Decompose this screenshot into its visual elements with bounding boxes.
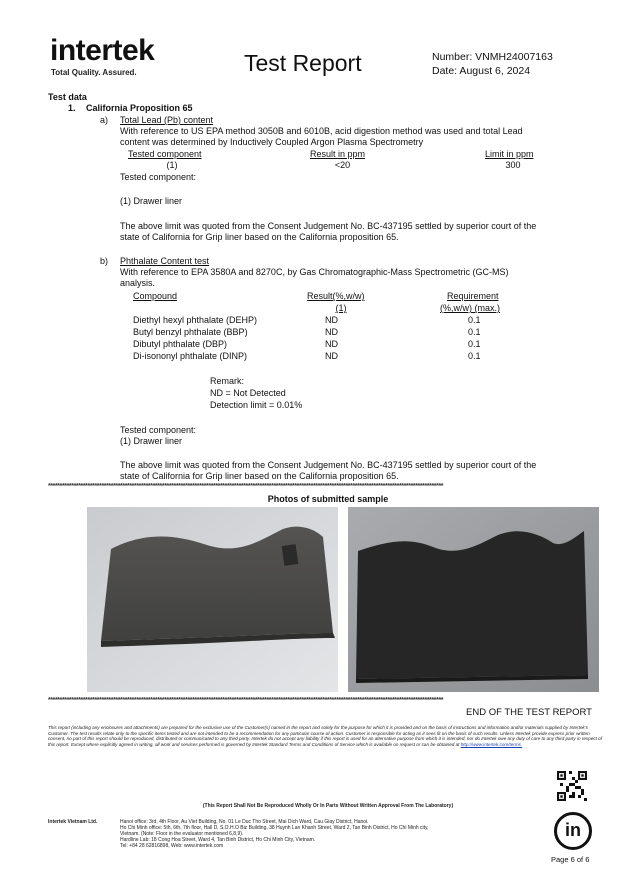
phthalate-tested-label: Tested component:	[120, 425, 197, 435]
lead-cell-limit: 300	[505, 160, 521, 170]
table-row-result: ND	[325, 351, 338, 361]
address-line-2: Ho Chi Minh office: 5th, 6th, 7th floor, Hall D, S.O.H.O Biz Building, 38 Huynh Lan Khanh Street, Ward 2, Tan Binh District, Ho Chi Minh city,	[120, 825, 429, 831]
page-number: Page 6 of 6	[551, 855, 590, 864]
star-divider-bottom: **************************************************************************************************************************************************************************	[48, 697, 444, 704]
address-line-5: Tel: +84 28 62816898, Web: www.intertek.com	[120, 843, 224, 849]
lead-cell-component: (1)	[166, 160, 178, 170]
report-number: Number: VNMH24007163	[432, 51, 553, 63]
lead-col-limit: Limit in ppm	[485, 149, 534, 159]
company-name: Intertek Vietnam Ltd.	[48, 819, 98, 825]
table-row-compound: Dibutyl phthalate (DBP)	[133, 339, 228, 349]
table-row-result: ND	[325, 327, 338, 337]
table-row-result: ND	[325, 339, 338, 349]
lead-method-line-1: With reference to US EPA method 3050B and 6010B, acid digestion method was used and total Lead	[120, 126, 523, 136]
table-row-requirement: 0.1	[468, 339, 481, 349]
phthalate-method-line-2: analysis.	[120, 278, 156, 288]
disclaimer-text: This report (including any enclosures and attachments) are prepared for the exclusive use of the Customer(s) named in the report and solely for the purpose for which it is provided and on the basis of instructions and information and/or materials supplied by Intertek's Customer. The test results relate only to the specific items tested and are not intended to be a recommendation for any particular course of action. Customer is responsible for acting as it sees fit on the basis of such results. Unless Intertek provide express prior written consent, no part of this report should be reproduced, distributed or communicated to any third party. Intertek do not accept any liability if this report is used for an alternative purpose from which it is intended, nor do Intertek owe any duty of care to any third party in respect of this report. Except where explicitly agreed in writing, all work and services performed is governed by Intertek Standard Terms and Conditions of Service which is available on request or can be obtained at http://www.intertek.com/terms.	[48, 725, 603, 747]
table-row-requirement: 0.1	[468, 315, 481, 325]
lead-col-component: Tested component	[128, 149, 202, 159]
address-line-3: Vietnam. (Note: Floor in the evaluator mentioned 6,8,9).	[120, 831, 244, 837]
qr-code-icon	[557, 771, 587, 801]
phthalate-tested-item: (1) Drawer liner	[120, 436, 183, 446]
table-row-requirement: 0.1	[468, 327, 481, 337]
table-row-compound: Diethyl hexyl phthalate (DEHP)	[133, 315, 258, 325]
company-logo: intertek	[50, 34, 155, 67]
lead-marker: a)	[100, 115, 109, 125]
lead-title: Total Lead (Pb) content	[120, 115, 214, 125]
table-row-result: ND	[325, 315, 338, 325]
address-line-1: Hanoi office: 3rd, 4th Floor, Au Viet Building, No. 01 Le Duc Tho Street, Mai Dich Ward, Cau Giay District, Hanoi.	[120, 819, 369, 825]
end-of-report: END OF THE TEST REPORT	[466, 707, 592, 718]
phthalate-col-result: Result(%,w/w)	[307, 291, 365, 301]
remark-nd: ND = Not Detected	[210, 388, 286, 398]
lead-tested-item: (1) Drawer liner	[120, 196, 183, 206]
phthalate-method-line-1: With reference to EPA 3580A and 8270C, by Gas Chromatographic-Mass Spectrometric (GC-MS)	[120, 267, 509, 277]
remark-detection-limit: Detection limit = 0.01%	[210, 400, 303, 410]
report-title: Test Report	[244, 50, 362, 76]
lead-col-result: Result in ppm	[310, 149, 366, 159]
phthalate-title: Phthalate Content test	[120, 256, 210, 266]
reproduction-notice: (This Report Shall Not Be Reproduced Wholly Or In Parts Without Written Approval From The Laboratory)	[202, 803, 454, 809]
phthalate-subcol-result: (1)	[335, 303, 347, 313]
intertek-badge-icon: in	[554, 812, 592, 850]
phthalate-note-line-2: state of California for Grip liner based on the California proposition 65.	[120, 471, 399, 481]
phthalate-note-line-1: The above limit was quoted from the Consent Judgement No. BC-437195 settled by superior court of the	[120, 460, 537, 470]
section-heading: Test data	[48, 92, 87, 102]
table-row-compound: Di-isononyl phthalate (DINP)	[133, 351, 248, 361]
table-row-requirement: 0.1	[468, 351, 481, 361]
lead-note-line-2: state of California for Grip liner based on the California proposition 65.	[120, 232, 399, 242]
photos-heading: Photos of submitted sample	[267, 494, 389, 504]
logo-tagline: Total Quality. Assured.	[51, 68, 137, 77]
item-title: California Proposition 65	[86, 103, 193, 113]
lead-tested-label: Tested component:	[120, 172, 197, 182]
sample-photo-right	[348, 507, 599, 692]
phthalate-marker: b)	[100, 256, 109, 266]
address-line-4: Hardline Lab: 18 Cong Hoa Street, Ward 4, Tan Binh District, Ho Chi Minh City, Vietnam.	[120, 837, 316, 843]
item-number: 1.	[68, 103, 76, 113]
star-divider-top: **************************************************************************************************************************************************************************	[48, 483, 444, 490]
lead-method-line-2: content was determined by Inductively Coupled Argon Plasma Spectrometry	[120, 137, 424, 147]
phthalate-col-compound: Compound	[133, 291, 178, 301]
remark-label: Remark:	[210, 376, 245, 386]
terms-link[interactable]: http://www.intertek.com/terms.	[460, 741, 523, 747]
lead-note-line-1: The above limit was quoted from the Consent Judgement No. BC-437195 settled by superior court of the	[120, 221, 537, 231]
lead-cell-result: <20	[334, 160, 351, 170]
phthalate-col-requirement: Requirement	[447, 291, 499, 301]
phthalate-subcol-requirement: (%,w/w) (max.)	[440, 303, 500, 313]
report-date: Date: August 6, 2024	[432, 65, 531, 77]
sample-photo-left	[87, 507, 338, 692]
table-row-compound: Butyl benzyl phthalate (BBP)	[133, 327, 248, 337]
